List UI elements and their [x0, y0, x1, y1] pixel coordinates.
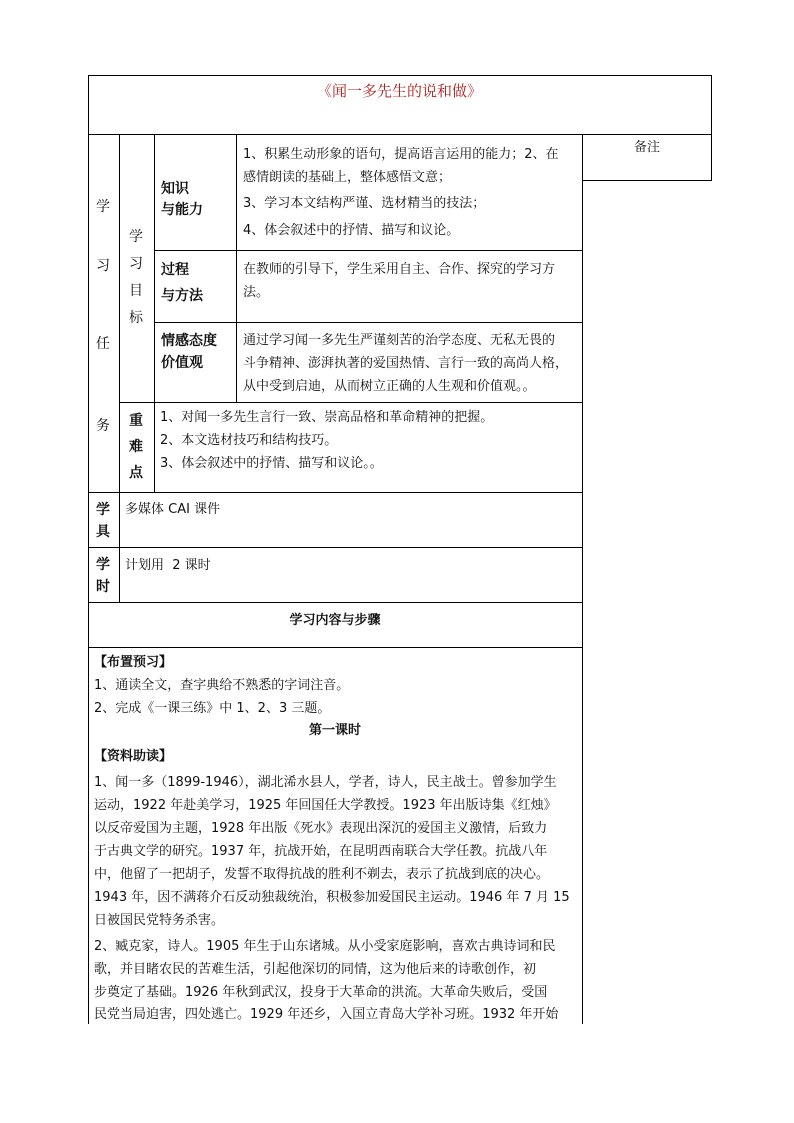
page-title: 《闻一多先生的说和做》 [316, 82, 482, 100]
knowledge-line-4: 4、体会叙述中的抒情、描写和议论。 [243, 223, 460, 238]
emotion-line-2: 斗争精神、澎湃执著的爱国热情、言行一致的高尚人格， [243, 356, 569, 371]
preview-heading: 【布置预习】 [94, 655, 173, 670]
preview-line-1: 1、通读全文，查字典给不熟悉的字词注音。 [94, 678, 350, 693]
objectives-col-divider [154, 134, 155, 402]
emotion-line-1: 通过学习闻一多先生严谨刻苦的治学态度、无私无畏的 [243, 333, 556, 348]
hours-row-bottom [88, 602, 582, 603]
process-label-1: 过程 [161, 262, 189, 278]
keypoints-line-2: 2、本文选材技巧和结构技巧。 [160, 433, 338, 448]
keypoints-row-bottom [88, 492, 582, 493]
title-row-bottom [88, 134, 712, 135]
process-row-bottom [154, 322, 582, 323]
table-left-border [88, 75, 89, 1024]
process-line-2: 法。 [243, 285, 270, 300]
keypoints-col-divider [154, 402, 155, 492]
objectives-row-bottom [119, 402, 582, 403]
process-label-2: 与方法 [161, 288, 203, 304]
hours-char-2: 时 [96, 579, 110, 595]
para1-line-2: 运动，1922 年赴美学习，1925 年回国任大学教授。1923 年出版诗集《红烛》 [94, 798, 557, 813]
tools-row-bottom [88, 547, 582, 548]
keypoints-line-3: 3、体会叙述中的抒情、描写和议论。。 [160, 456, 383, 471]
para2-line-2: 歌，并目睹农民的苦难生活，引起他深切的同情，这为他后来的诗歌创作，初 [94, 962, 537, 977]
hours-value: 计划用 2 课时 [125, 558, 211, 573]
keypoints-char-2: 难 [129, 439, 143, 455]
knowledge-label-2: 与能力 [161, 202, 203, 218]
content-right-border [582, 134, 583, 1024]
tools-char-2: 具 [96, 524, 110, 540]
para2-line-3: 步奠定了基础。1926 年秋到武汉，投身于大革命的洪流。大革命失败后，受国 [94, 985, 548, 1000]
hours-char-1: 学 [96, 557, 110, 573]
keypoints-char-3: 点 [129, 465, 143, 481]
knowledge-line-1: 1、积累生动形象的语句，提高语言运用的能力；2、在 [243, 147, 559, 162]
study-task-char-4: 务 [96, 418, 110, 434]
tools-value: 多媒体 CAI 课件 [125, 502, 221, 517]
objectives-char-4: 标 [129, 310, 143, 326]
steps-heading-bottom [88, 647, 582, 648]
para1-line-1: 1、闻一多（1899-1946），湖北浠水县人，学者，诗人，民主战士。曾参加学生 [94, 775, 557, 790]
knowledge-line-3: 3、学习本文结构严谨、选材精当的技法； [243, 196, 486, 211]
para1-line-7: 日被国民党特务杀害。 [94, 913, 225, 928]
left-col-divider [119, 134, 120, 602]
table-top-border [88, 75, 712, 76]
objectives-char-3: 目 [129, 283, 143, 299]
emotion-label-2: 价值观 [161, 355, 203, 371]
study-task-char-1: 学 [96, 199, 110, 215]
knowledge-line-2: 感情朗读的基础上，整体感悟文意； [243, 170, 452, 185]
table-right-border [711, 75, 712, 181]
para1-line-4: 于古典文学的研究。1937 年，抗战开始，在昆明西南联合大学任教。抗战八年 [94, 844, 548, 859]
preview-line-2: 2、完成《一课三练》中 1、2、3 三题。 [94, 701, 331, 716]
knowledge-label-1: 知识 [161, 181, 189, 197]
para1-line-6: 1943 年，因不满蒋介石反动独裁统治，积极参加爱国民主运动。1946 年 7 月 15 [94, 890, 570, 905]
emotion-line-3: 从中受到启迪，从而树立正确的人生观和价值观。。 [243, 379, 536, 394]
remarks-row-bottom [582, 180, 712, 181]
para1-line-3: 以反帝爱国为主题，1928 年出版《死水》表现出深沉的爱国主义激情，后致力 [94, 821, 548, 836]
objectives-char-2: 习 [129, 256, 143, 272]
knowledge-row-bottom [154, 250, 582, 251]
study-task-char-3: 任 [96, 336, 110, 352]
process-line-1: 在教师的引导下，学生采用自主、合作、探究的学习方 [243, 262, 556, 277]
keypoints-line-1: 1、对闻一多先生言行一致、崇高品格和革命精神的把握。 [160, 410, 494, 425]
materials-heading: 【资料助读】 [94, 749, 173, 764]
objectives-sub-divider [236, 134, 237, 402]
para1-line-5: 中，他留了一把胡子，发誓不取得抗战的胜利不剃去，表示了抗战到底的决心。 [94, 867, 550, 882]
para2-line-4: 民党当局迫害，四处逃亡。1929 年还乡，入国立青岛大学补习班。1932 年开始 [94, 1007, 559, 1022]
keypoints-char-1: 重 [129, 413, 143, 429]
steps-heading: 学习内容与步骤 [289, 613, 381, 628]
para2-line-1: 2、臧克家，诗人。1905 年生于山东诸城。从小受家庭影响，喜欢古典诗词和民 [94, 939, 556, 954]
remarks-label: 备注 [633, 140, 660, 155]
emotion-label-1: 情感态度 [161, 333, 217, 349]
tools-char-1: 学 [96, 502, 110, 518]
lesson1-heading: 第一课时 [308, 723, 361, 738]
study-task-char-2: 习 [96, 258, 110, 274]
objectives-char-1: 学 [129, 229, 143, 245]
